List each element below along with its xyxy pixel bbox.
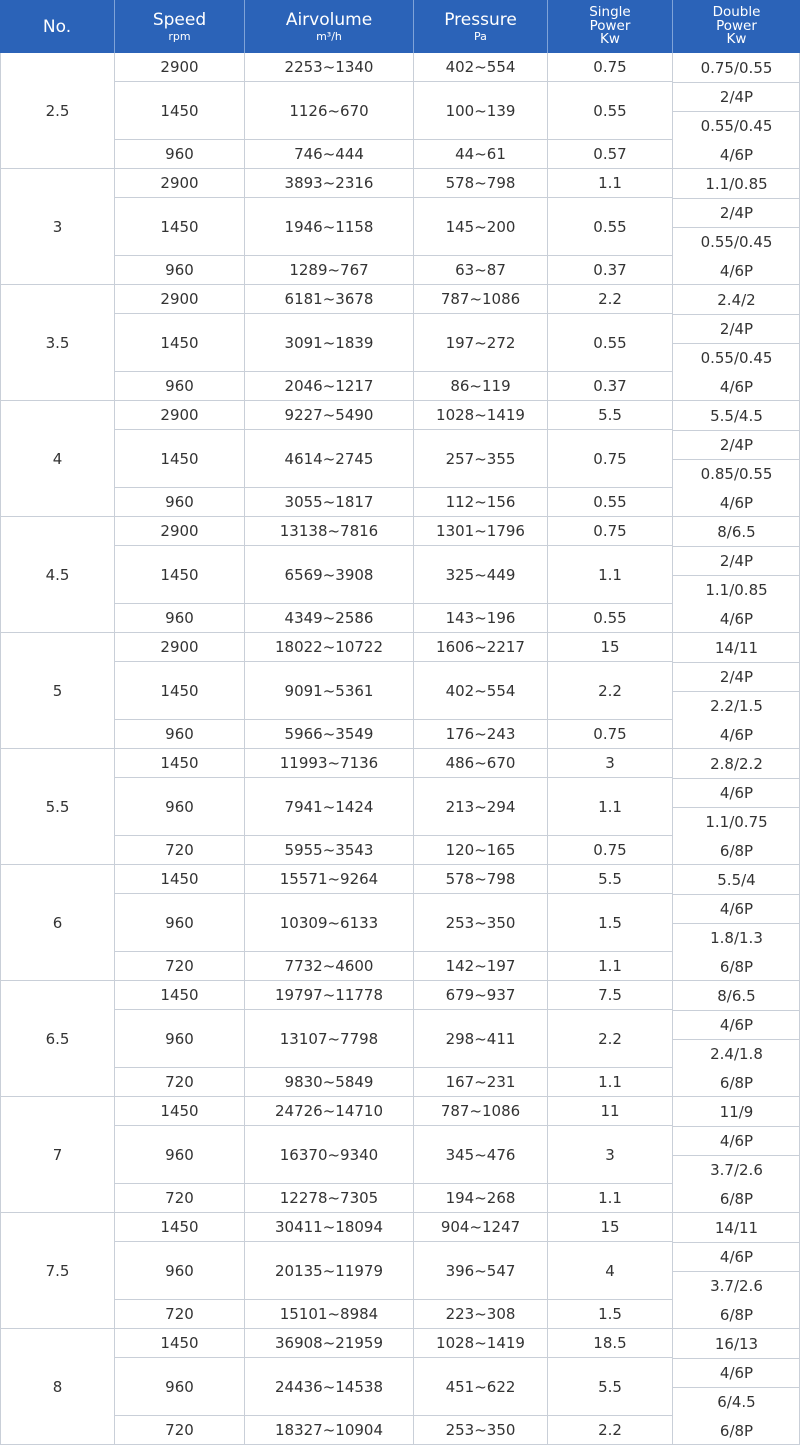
single-power-cell: 11	[548, 1097, 673, 1126]
double-power-text: 8/6.5	[717, 986, 756, 1005]
airvolume-cell: 4349~2586	[245, 604, 414, 633]
double-power-text: 4/6P	[719, 1363, 754, 1382]
single-power-cell: 2.2	[548, 285, 673, 314]
pressure-cell: 143~196	[414, 604, 548, 633]
double-power-text: 4/6P	[719, 609, 754, 628]
header-single-line2: Power	[589, 17, 631, 34]
double-power-text: 6/8P	[719, 1421, 754, 1440]
double-power-text: 2/4P	[719, 551, 754, 570]
speed-cell: 960	[115, 372, 245, 401]
model-number-cell: 5	[0, 633, 115, 749]
double-power-text: 2.8/2.2	[710, 754, 763, 773]
airvolume-cell: 24726~14710	[245, 1097, 414, 1126]
speed-cell: 1450	[115, 198, 245, 256]
single-power-cell: 2.2	[548, 662, 673, 720]
double-power-text: 2.4/1.8	[710, 1044, 763, 1063]
airvolume-cell: 12278~7305	[245, 1184, 414, 1213]
speed-cell: 960	[115, 604, 245, 633]
speed-cell: 2900	[115, 517, 245, 546]
single-power-cell: 4	[548, 1242, 673, 1300]
pressure-cell: 176~243	[414, 720, 548, 749]
speed-cell: 960	[115, 778, 245, 836]
speed-cell: 720	[115, 1416, 245, 1445]
pressure-cell: 112~156	[414, 488, 548, 517]
double-power-text: 5.5/4.5	[710, 406, 763, 425]
double-power-text: 1.8/1.3	[710, 928, 763, 947]
single-power-cell: 0.55	[548, 604, 673, 633]
model-number-cell: 4.5	[0, 517, 115, 633]
single-power-cell: 1.1	[548, 1068, 673, 1097]
speed-cell: 1450	[115, 865, 245, 894]
single-power-cell: 5.5	[548, 1358, 673, 1416]
model-number-cell: 4	[0, 401, 115, 517]
pressure-cell: 142~197	[414, 952, 548, 981]
airvolume-cell: 1289~767	[245, 256, 414, 285]
header-no-label: No.	[42, 16, 72, 37]
airvolume-cell: 3893~2316	[245, 169, 414, 198]
speed-cell: 960	[115, 894, 245, 952]
speed-cell: 1450	[115, 314, 245, 372]
speed-cell: 720	[115, 1184, 245, 1213]
pressure-cell: 787~1086	[414, 285, 548, 314]
pressure-cell: 120~165	[414, 836, 548, 865]
airvolume-cell: 24436~14538	[245, 1358, 414, 1416]
speed-cell: 960	[115, 1010, 245, 1068]
airvolume-cell: 13138~7816	[245, 517, 414, 546]
double-power-text: 4/6P	[719, 783, 754, 802]
single-power-cell: 0.37	[548, 256, 673, 285]
header-airvolume	[245, 0, 414, 53]
airvolume-cell: 19797~11778	[245, 981, 414, 1010]
double-power-text: 3.7/2.6	[710, 1160, 763, 1179]
double-power-text: 11/9	[719, 1102, 754, 1121]
single-power-cell: 7.5	[548, 981, 673, 1010]
header-airvolume-label: Airvolume	[285, 10, 373, 30]
single-power-cell: 3	[548, 1126, 673, 1184]
double-power-text: 14/11	[714, 1218, 759, 1237]
pressure-cell: 298~411	[414, 1010, 548, 1068]
header-pressure-unit: Pa	[474, 30, 487, 43]
airvolume-cell: 9830~5849	[245, 1068, 414, 1097]
pressure-cell: 486~670	[414, 749, 548, 778]
airvolume-cell: 5966~3549	[245, 720, 414, 749]
airvolume-cell: 3055~1817	[245, 488, 414, 517]
pressure-cell: 679~937	[414, 981, 548, 1010]
double-power-text: 1.1/0.75	[705, 812, 768, 831]
airvolume-cell: 2253~1340	[245, 53, 414, 82]
airvolume-cell: 36908~21959	[245, 1329, 414, 1358]
pressure-cell: 197~272	[414, 314, 548, 372]
pressure-cell: 325~449	[414, 546, 548, 604]
model-number-cell: 7.5	[0, 1213, 115, 1329]
double-power-text: 6/8P	[719, 957, 754, 976]
airvolume-cell: 746~444	[245, 140, 414, 169]
speed-cell: 1450	[115, 1213, 245, 1242]
double-power-text: 2/4P	[719, 87, 754, 106]
pressure-cell: 904~1247	[414, 1213, 548, 1242]
pressure-cell: 787~1086	[414, 1097, 548, 1126]
pressure-cell: 1606~2217	[414, 633, 548, 662]
airvolume-cell: 1126~670	[245, 82, 414, 140]
header-speed	[115, 0, 245, 53]
pressure-cell: 345~476	[414, 1126, 548, 1184]
pressure-cell: 1301~1796	[414, 517, 548, 546]
single-power-cell: 5.5	[548, 401, 673, 430]
model-number-cell: 8	[0, 1329, 115, 1445]
double-power-text: 0.75/0.55	[700, 58, 773, 77]
pressure-cell: 213~294	[414, 778, 548, 836]
single-power-cell: 2.2	[548, 1416, 673, 1445]
speed-cell: 960	[115, 1358, 245, 1416]
double-power-text: 0.55/0.45	[700, 116, 773, 135]
double-power-text: 4/6P	[719, 725, 754, 744]
model-number-cell: 5.5	[0, 749, 115, 865]
pressure-cell: 194~268	[414, 1184, 548, 1213]
pressure-cell: 578~798	[414, 865, 548, 894]
single-power-cell: 0.55	[548, 198, 673, 256]
header-speed-label: Speed	[152, 10, 207, 30]
speed-cell: 720	[115, 836, 245, 865]
single-power-cell: 1.1	[548, 169, 673, 198]
model-number-cell: 2.5	[0, 53, 115, 169]
double-power-text: 4/6P	[719, 1247, 754, 1266]
single-power-cell: 1.5	[548, 894, 673, 952]
single-power-cell: 0.55	[548, 488, 673, 517]
header-speed-unit: rpm	[168, 30, 191, 43]
pressure-cell: 167~231	[414, 1068, 548, 1097]
double-power-text: 4/6P	[719, 1131, 754, 1150]
airvolume-cell: 9227~5490	[245, 401, 414, 430]
airvolume-cell: 16370~9340	[245, 1126, 414, 1184]
double-power-text: 16/13	[714, 1334, 759, 1353]
double-power-text: 6/8P	[719, 1073, 754, 1092]
airvolume-cell: 5955~3543	[245, 836, 414, 865]
pressure-cell: 145~200	[414, 198, 548, 256]
pressure-cell: 253~350	[414, 894, 548, 952]
header-single-line3: Kw	[600, 31, 620, 48]
model-number-cell: 7	[0, 1097, 115, 1213]
speed-cell: 2900	[115, 401, 245, 430]
pressure-cell: 253~350	[414, 1416, 548, 1445]
airvolume-cell: 30411~18094	[245, 1213, 414, 1242]
speed-cell: 2900	[115, 633, 245, 662]
single-power-cell: 5.5	[548, 865, 673, 894]
speed-cell: 1450	[115, 430, 245, 488]
header-pressure-label: Pressure	[444, 10, 517, 30]
single-power-cell: 18.5	[548, 1329, 673, 1358]
speed-cell: 960	[115, 1242, 245, 1300]
header-airvolume-unit: m³/h	[316, 30, 342, 43]
pressure-cell: 451~622	[414, 1358, 548, 1416]
airvolume-cell: 15571~9264	[245, 865, 414, 894]
double-power-text: 2/4P	[719, 319, 754, 338]
speed-cell: 1450	[115, 662, 245, 720]
speed-cell: 960	[115, 1126, 245, 1184]
airvolume-cell: 4614~2745	[245, 430, 414, 488]
single-power-cell: 3	[548, 749, 673, 778]
speed-cell: 720	[115, 1068, 245, 1097]
header-double-line1: Double	[712, 4, 761, 21]
header-double-line2: Power	[716, 17, 757, 34]
airvolume-cell: 13107~7798	[245, 1010, 414, 1068]
double-power-text: 1.1/0.85	[705, 580, 768, 599]
double-power-text: 6/8P	[719, 1189, 754, 1208]
header-single-power	[548, 0, 673, 53]
double-power-text: 6/8P	[719, 1305, 754, 1324]
speed-cell: 1450	[115, 1329, 245, 1358]
header-double-line3: Kw	[726, 31, 747, 48]
double-power-text: 5.5/4	[717, 870, 756, 889]
airvolume-cell: 2046~1217	[245, 372, 414, 401]
header-pressure	[414, 0, 548, 53]
double-power-text: 4/6P	[719, 377, 754, 396]
single-power-cell: 0.75	[548, 517, 673, 546]
single-power-cell: 1.5	[548, 1300, 673, 1329]
single-power-cell: 0.57	[548, 140, 673, 169]
double-power-text: 6/4.5	[717, 1392, 756, 1411]
single-power-cell: 1.1	[548, 1184, 673, 1213]
pressure-cell: 396~547	[414, 1242, 548, 1300]
pressure-cell: 1028~1419	[414, 401, 548, 430]
double-power-text: 4/6P	[719, 145, 754, 164]
airvolume-cell: 6181~3678	[245, 285, 414, 314]
airvolume-cell: 6569~3908	[245, 546, 414, 604]
double-power-text: 0.55/0.45	[700, 348, 773, 367]
airvolume-cell: 3091~1839	[245, 314, 414, 372]
pressure-cell: 1028~1419	[414, 1329, 548, 1358]
model-number-cell: 3	[0, 169, 115, 285]
double-power-text: 6/8P	[719, 841, 754, 860]
double-power-text: 2/4P	[719, 435, 754, 454]
double-power-text: 4/6P	[719, 261, 754, 280]
airvolume-cell: 20135~11979	[245, 1242, 414, 1300]
airvolume-cell: 18327~10904	[245, 1416, 414, 1445]
airvolume-cell: 1946~1158	[245, 198, 414, 256]
model-number-cell: 6	[0, 865, 115, 981]
header-single-line1: Single	[589, 4, 631, 21]
speed-cell: 960	[115, 488, 245, 517]
double-power-text: 4/6P	[719, 1015, 754, 1034]
double-power-text: 2/4P	[719, 667, 754, 686]
single-power-cell: 1.1	[548, 952, 673, 981]
pressure-cell: 63~87	[414, 256, 548, 285]
airvolume-cell: 7732~4600	[245, 952, 414, 981]
pressure-cell: 100~139	[414, 82, 548, 140]
speed-cell: 960	[115, 720, 245, 749]
airvolume-cell: 7941~1424	[245, 778, 414, 836]
single-power-cell: 0.75	[548, 836, 673, 865]
speed-cell: 1450	[115, 1097, 245, 1126]
double-power-text: 2.4/2	[717, 290, 756, 309]
single-power-cell: 0.75	[548, 430, 673, 488]
single-power-cell: 0.37	[548, 372, 673, 401]
double-power-text: 4/6P	[719, 899, 754, 918]
single-power-cell: 0.75	[548, 720, 673, 749]
airvolume-cell: 15101~8984	[245, 1300, 414, 1329]
double-power-text: 2.2/1.5	[710, 696, 763, 715]
airvolume-cell: 11993~7136	[245, 749, 414, 778]
speed-cell: 2900	[115, 53, 245, 82]
single-power-cell: 2.2	[548, 1010, 673, 1068]
double-power-text: 0.85/0.55	[700, 464, 773, 483]
single-power-cell: 0.55	[548, 82, 673, 140]
speed-cell: 1450	[115, 546, 245, 604]
pressure-cell: 86~119	[414, 372, 548, 401]
pressure-cell: 44~61	[414, 140, 548, 169]
airvolume-cell: 9091~5361	[245, 662, 414, 720]
airvolume-cell: 18022~10722	[245, 633, 414, 662]
speed-cell: 720	[115, 952, 245, 981]
speed-cell: 960	[115, 140, 245, 169]
pressure-cell: 578~798	[414, 169, 548, 198]
header-double-power	[673, 0, 800, 53]
header-no	[0, 0, 115, 53]
speed-cell: 2900	[115, 285, 245, 314]
single-power-cell: 0.55	[548, 314, 673, 372]
speed-cell: 1450	[115, 749, 245, 778]
pressure-cell: 402~554	[414, 662, 548, 720]
double-power-text: 4/6P	[719, 493, 754, 512]
double-power-text: 3.7/2.6	[710, 1276, 763, 1295]
pressure-cell: 223~308	[414, 1300, 548, 1329]
single-power-cell: 1.1	[548, 778, 673, 836]
speed-cell: 2900	[115, 169, 245, 198]
speed-cell: 960	[115, 256, 245, 285]
double-power-text: 14/11	[714, 638, 759, 657]
pressure-cell: 257~355	[414, 430, 548, 488]
double-power-text: 8/6.5	[717, 522, 756, 541]
speed-cell: 720	[115, 1300, 245, 1329]
double-power-text: 2/4P	[719, 203, 754, 222]
speed-cell: 1450	[115, 981, 245, 1010]
single-power-cell: 0.75	[548, 53, 673, 82]
speed-cell: 1450	[115, 82, 245, 140]
single-power-cell: 1.1	[548, 546, 673, 604]
model-number-cell: 3.5	[0, 285, 115, 401]
double-power-text: 1.1/0.85	[705, 174, 768, 193]
airvolume-cell: 10309~6133	[245, 894, 414, 952]
single-power-cell: 15	[548, 1213, 673, 1242]
pressure-cell: 402~554	[414, 53, 548, 82]
double-power-text: 0.55/0.45	[700, 232, 773, 251]
single-power-cell: 15	[548, 633, 673, 662]
model-number-cell: 6.5	[0, 981, 115, 1097]
